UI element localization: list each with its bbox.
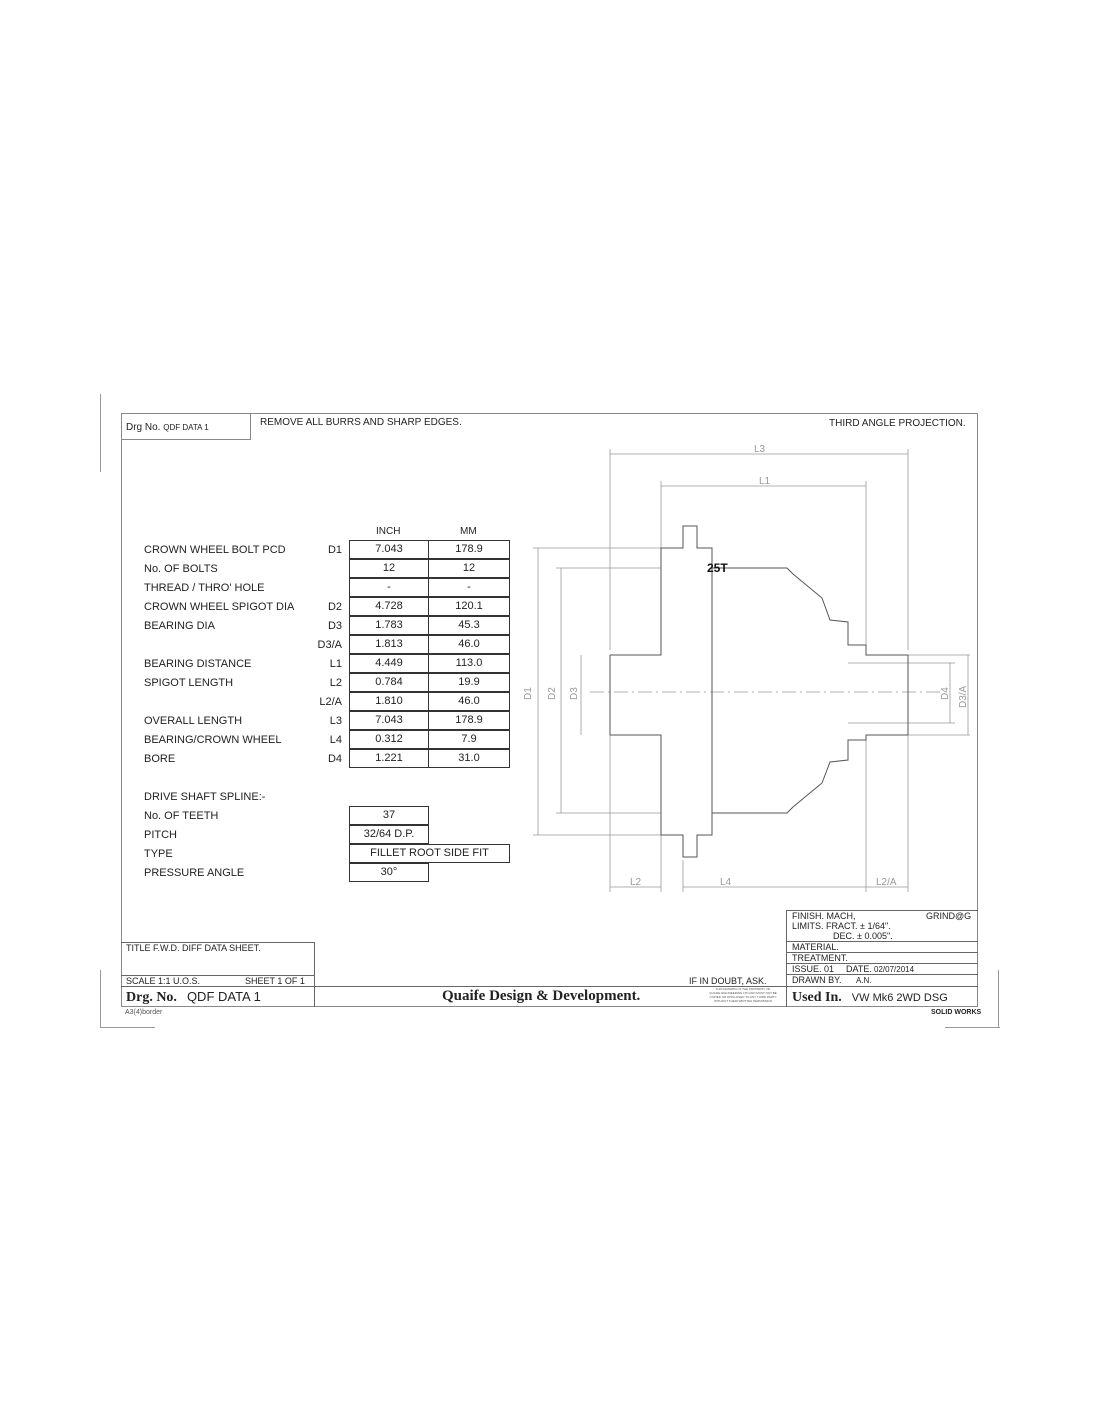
spline-heading: DRIVE SHAFT SPLINE:-: [144, 791, 266, 803]
table-row-label: BEARING DISTANCE: [144, 658, 252, 670]
company-name: Quaife Design & Development.: [442, 988, 641, 1004]
crop-mark-left-bottom: [100, 970, 101, 1028]
table-row-label: BEARING DIA: [144, 620, 215, 632]
table-row-label: SPIGOT LENGTH: [144, 677, 234, 689]
teeth-note: 25T: [707, 561, 728, 575]
pitch-value: 32/64 D.P.: [349, 825, 429, 844]
date-label: DATE.: [846, 964, 872, 974]
table-row-label: BEARING/CROWN WHEEL: [144, 734, 282, 746]
table-cell-inch: 0.784: [349, 673, 429, 692]
crop-mark-bottom-right: [945, 1027, 1000, 1028]
table-cell-inch: 1.221: [349, 749, 429, 768]
copyright-notice: THIS DRAWING IS THE PROPERTY OF QUAIFE ENGINEERING LTD AND MUST NOT BE COPIED OR DISCLOSED TO ANY THIRD PARTY WITHOUT THEIR WRITTEN PERMISSION: [709, 987, 777, 1003]
tb-border-left: [786, 910, 787, 1007]
general-note: REMOVE ALL BURRS AND SHARP EDGES.: [260, 417, 462, 428]
dim-l2a: L2/A: [876, 877, 897, 888]
teeth-label: No. OF TEETH: [144, 810, 219, 822]
table-cell-mm: 46.0: [428, 635, 510, 654]
table-cell-inch: 7.043: [349, 711, 429, 730]
drg-no-label: Drg No. QDF DATA 1: [126, 422, 209, 433]
table-cell-inch: 4.728: [349, 597, 429, 616]
dim-d2: D2: [547, 687, 558, 700]
table-cell-mm: 46.0: [428, 692, 510, 711]
teeth-value: 37: [349, 806, 429, 825]
sheet-text: SHEET 1 OF 1: [245, 976, 305, 986]
differential-section-drawing: [520, 440, 970, 900]
crop-mark-bottom-left: [100, 1027, 155, 1028]
table-row-label: CROWN WHEEL SPIGOT DIA: [144, 601, 295, 613]
dim-d3: D3: [569, 687, 580, 700]
pressure-value: 30°: [349, 863, 429, 882]
table-cell-mm: 120.1: [428, 597, 510, 616]
date-value: 02/07/2014: [874, 965, 915, 974]
table-row-label: THREAD / THRO' HOLE: [144, 582, 265, 594]
dim-d3a: D3/A: [958, 685, 969, 708]
scale-text: SCALE 1:1 U.O.S.: [126, 976, 201, 986]
used-in-value: VW Mk6 2WD DSG: [851, 992, 948, 1004]
tb-divider-5: [121, 986, 978, 987]
software-note: SOLID WORKS: [931, 1009, 982, 1016]
crop-mark-left: [100, 394, 101, 472]
table-cell-mm: 113.0: [428, 654, 510, 673]
dim-l3: L3: [754, 444, 766, 455]
if-in-doubt-text: IF IN DOUBT, ASK.: [689, 976, 767, 986]
border-note: A3(4)border: [125, 1009, 163, 1016]
finish-value: GRIND@G: [926, 911, 972, 921]
dim-d4: D4: [940, 687, 951, 700]
finish-label: FINISH. MACH,: [792, 911, 856, 921]
type-value: FILLET ROOT SIDE FIT: [349, 844, 510, 863]
table-cell-inch: 0.312: [349, 730, 429, 749]
issue-label: ISSUE. 01: [792, 964, 835, 974]
limits-dec: DEC. ± 0.005".: [833, 931, 893, 941]
dim-l2: L2: [630, 877, 642, 888]
used-in: Used In. VW Mk6 2WD DSG: [792, 990, 948, 1005]
table-cell-mm: 178.9: [428, 711, 510, 730]
material-label: MATERIAL.: [792, 942, 839, 952]
table-row-label: No. OF BOLTS: [144, 563, 218, 575]
table-cell-mm: 12: [428, 559, 510, 578]
drawn-by-label: DRAWN BY.: [792, 975, 842, 985]
table-cell-mm: 7.9: [428, 730, 510, 749]
pitch-label: PITCH: [144, 829, 177, 841]
title-text: TITLE F.W.D. DIFF DATA SHEET.: [126, 943, 261, 953]
table-cell-inch: 7.043: [349, 540, 429, 559]
dim-l4: L4: [720, 877, 732, 888]
drawn-by-value: A.N.: [856, 976, 872, 985]
crop-mark-right: [998, 970, 999, 1028]
col-header-mm: MM: [460, 526, 477, 537]
table-row-label: BORE: [144, 753, 176, 765]
drg-no-value: QDF DATA 1: [163, 423, 209, 432]
table-cell-inch: 1.813: [349, 635, 429, 654]
table-row-label: OVERALL LENGTH: [144, 715, 243, 727]
table-cell-mm: -: [428, 578, 510, 597]
dim-l1: L1: [759, 476, 771, 487]
projection-note: THIRD ANGLE PROJECTION.: [829, 418, 966, 429]
limits-fract: LIMITS. FRACT. ± 1/64".: [792, 921, 891, 931]
table-cell-inch: 12: [349, 559, 429, 578]
table-cell-mm: 178.9: [428, 540, 510, 559]
drg-no-footer: Drg. No. QDF DATA 1: [126, 989, 261, 1005]
table-cell-mm: 19.9: [428, 673, 510, 692]
table-row-label: CROWN WHEEL BOLT PCD: [144, 544, 286, 556]
table-cell-inch: 4.449: [349, 654, 429, 673]
table-cell-mm: 45.3: [428, 616, 510, 635]
drg-no-footer-value: QDF DATA 1: [186, 989, 261, 1004]
pressure-label: PRESSURE ANGLE: [144, 867, 245, 879]
col-header-inch: INCH: [376, 526, 401, 537]
table-cell-inch: -: [349, 578, 429, 597]
table-cell-inch: 1.783: [349, 616, 429, 635]
table-cell-inch: 1.810: [349, 692, 429, 711]
dim-d1: D1: [523, 687, 534, 700]
type-label: TYPE: [144, 848, 173, 860]
treatment-label: TREATMENT.: [792, 953, 848, 963]
table-cell-mm: 31.0: [428, 749, 510, 768]
